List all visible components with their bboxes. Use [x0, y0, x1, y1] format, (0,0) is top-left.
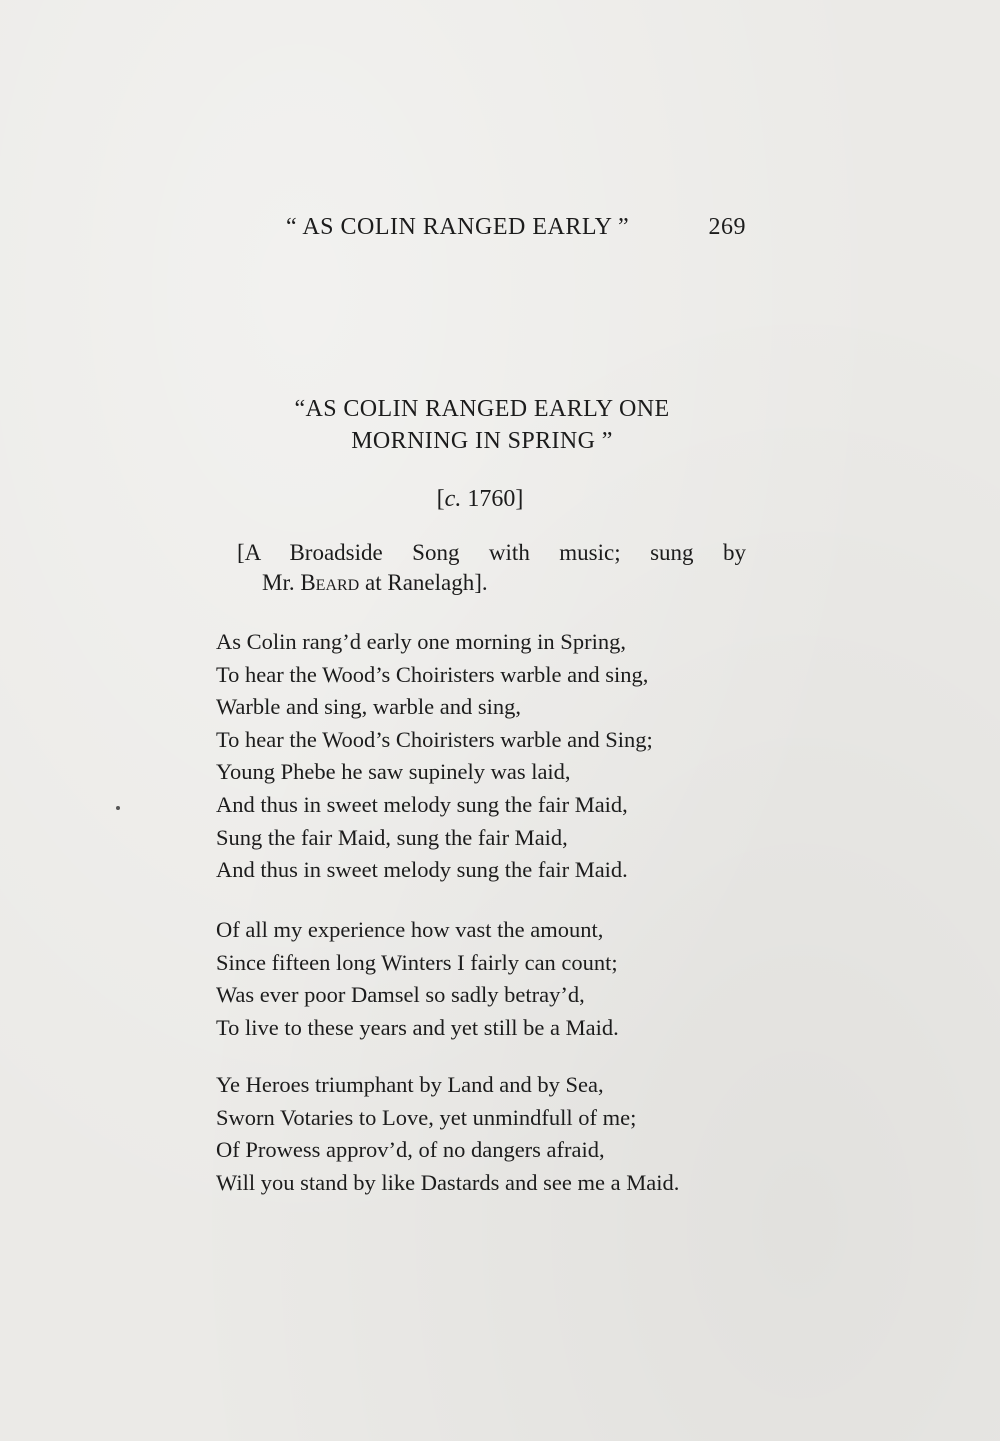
note-singer-name: Beard — [300, 570, 360, 595]
poem-title-line-1: “AS COLIN RANGED EARLY ONE — [294, 396, 670, 422]
verse-line: Was ever poor Damsel so sadly betray’d, — [216, 982, 585, 1008]
verse-line: Sung the fair Maid, sung the fair Maid, — [216, 824, 568, 850]
running-title: “ AS COLIN RANGED EARLY ” — [286, 214, 630, 240]
verse-line: Since fifteen long Winters I fairly can count; — [216, 949, 618, 975]
verse-line: Young Phebe he saw supinely was laid, — [216, 759, 571, 785]
verse-line: Sworn Votaries to Love, yet unmindfull of me; — [216, 1104, 637, 1130]
verse-line: And thus in sweet melody sung the fair Maid, — [216, 791, 628, 817]
poem-title — [200, 393, 764, 457]
date-open-bracket: [ — [436, 486, 445, 512]
date-circa: c. — [444, 486, 462, 512]
verse-line: Of all my experience how vast the amount, — [216, 917, 604, 942]
verse-line: And thus in sweet melody sung the fair Maid. — [216, 857, 628, 883]
stanza-3 — [216, 1069, 756, 1199]
note-line-2 — [237, 568, 746, 598]
running-head — [286, 214, 746, 248]
note-line-2-suffix: at Ranelagh]. — [359, 570, 488, 595]
verse-line: To hear the Wood’s Choiristers warble and sing, — [216, 661, 649, 687]
date-year: 1760] — [461, 486, 524, 512]
stanza-2 — [216, 914, 756, 1044]
ink-speck — [116, 806, 120, 810]
verse-line: As Colin rang’d early one morning in Spring, — [216, 629, 626, 654]
verse-line: Of Prowess approv’d, of no dangers afraid, — [216, 1137, 605, 1163]
poem-title-line-2: MORNING IN SPRING ” — [351, 428, 613, 454]
verse-line: Warble and sing, warble and sing, — [216, 694, 521, 720]
note-line-2-prefix: Mr. — [262, 570, 301, 595]
verse-line: Ye Heroes triumphant by Land and by Sea, — [216, 1072, 604, 1097]
editorial-note — [237, 538, 746, 598]
page-number: 269 — [708, 214, 746, 240]
stanza-1 — [216, 626, 756, 887]
verse-line: To live to these years and yet still be a Maid. — [216, 1014, 619, 1040]
verse-line: To hear the Wood’s Choiristers warble and Sing; — [216, 726, 653, 752]
poem-date — [380, 486, 580, 513]
verse-line: Will you stand by like Dastards and see me a Maid. — [216, 1169, 680, 1195]
note-line-1: [A Broadside Song with music; sung by — [237, 540, 746, 565]
